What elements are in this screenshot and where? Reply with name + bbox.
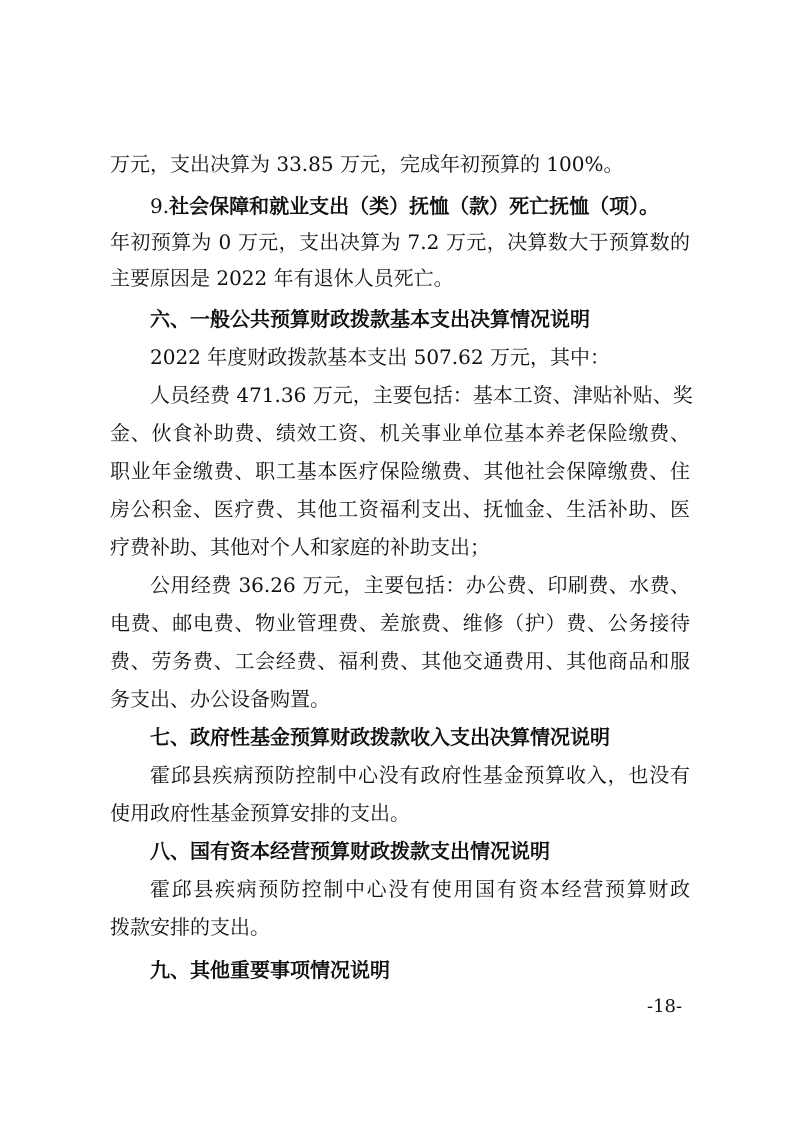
item-9-title [150, 194, 690, 218]
paragraph-line: 主要原因是 2022 年有退休人员死亡。 [110, 266, 454, 290]
paragraph-line: 霍邱县疾病预防控制中心没有使用国有资本经营预算财政 [150, 877, 690, 901]
paragraph-line: 电费、邮电费、物业管理费、差旅费、维修（护）费、公务接待 [110, 611, 690, 635]
paragraph-line: 费、劳务费、工会经费、福利费、其他交通费用、其他商品和服 [110, 649, 690, 673]
paragraph-line: 使用政府性基金预算安排的支出。 [110, 801, 410, 825]
paragraph-line: 职业年金缴费、职工基本医疗保险缴费、其他社会保障缴费、住 [110, 459, 690, 483]
section-heading-6: 六、一般公共预算财政拨款基本支出决算情况说明 [150, 307, 590, 331]
paragraph-line: 务支出、办公设备购置。 [110, 687, 330, 711]
section-heading-7: 七、政府性基金预算财政拨款收入支出决算情况说明 [150, 725, 610, 749]
section-heading-9: 九、其他重要事项情况说明 [150, 958, 390, 982]
page-number: -18- [647, 996, 683, 1017]
paragraph-line: 年初预算为 0 万元，支出决算为 7.2 万元，决算数大于预算数的 [110, 230, 690, 254]
paragraph-line: 人员经费 471.36 万元，主要包括：基本工资、津贴补贴、奖 [150, 383, 693, 407]
item-number: 9. [150, 194, 170, 218]
paragraph-line: 霍邱县疾病预防控制中心没有政府性基金预算收入，也没有 [150, 763, 690, 787]
paragraph-line: 疗费补助、其他对个人和家庭的补助支出； [110, 535, 490, 559]
paragraph-line: 万元，支出决算为 33.85 万元，完成年初预算的 100%。 [110, 152, 624, 176]
item-title: 社会保障和就业支出（类）抚恤（款）死亡抚恤（项）。 [169, 194, 660, 218]
section-heading-8: 八、国有资本经营预算财政拨款支出情况说明 [150, 839, 550, 863]
paragraph-line: 金、伙食补助费、绩效工资、机关事业单位基本养老保险缴费、 [110, 421, 690, 445]
paragraph-line: 公用经费 36.26 万元，主要包括：办公费、印刷费、水费、 [150, 573, 690, 597]
paragraph-line: 拨款安排的支出。 [110, 915, 270, 939]
paragraph-line: 2022 年度财政拨款基本支出 507.62 万元，其中： [150, 345, 610, 369]
paragraph-line: 房公积金、医疗费、其他工资福利支出、抚恤金、生活补助、医 [110, 497, 690, 521]
